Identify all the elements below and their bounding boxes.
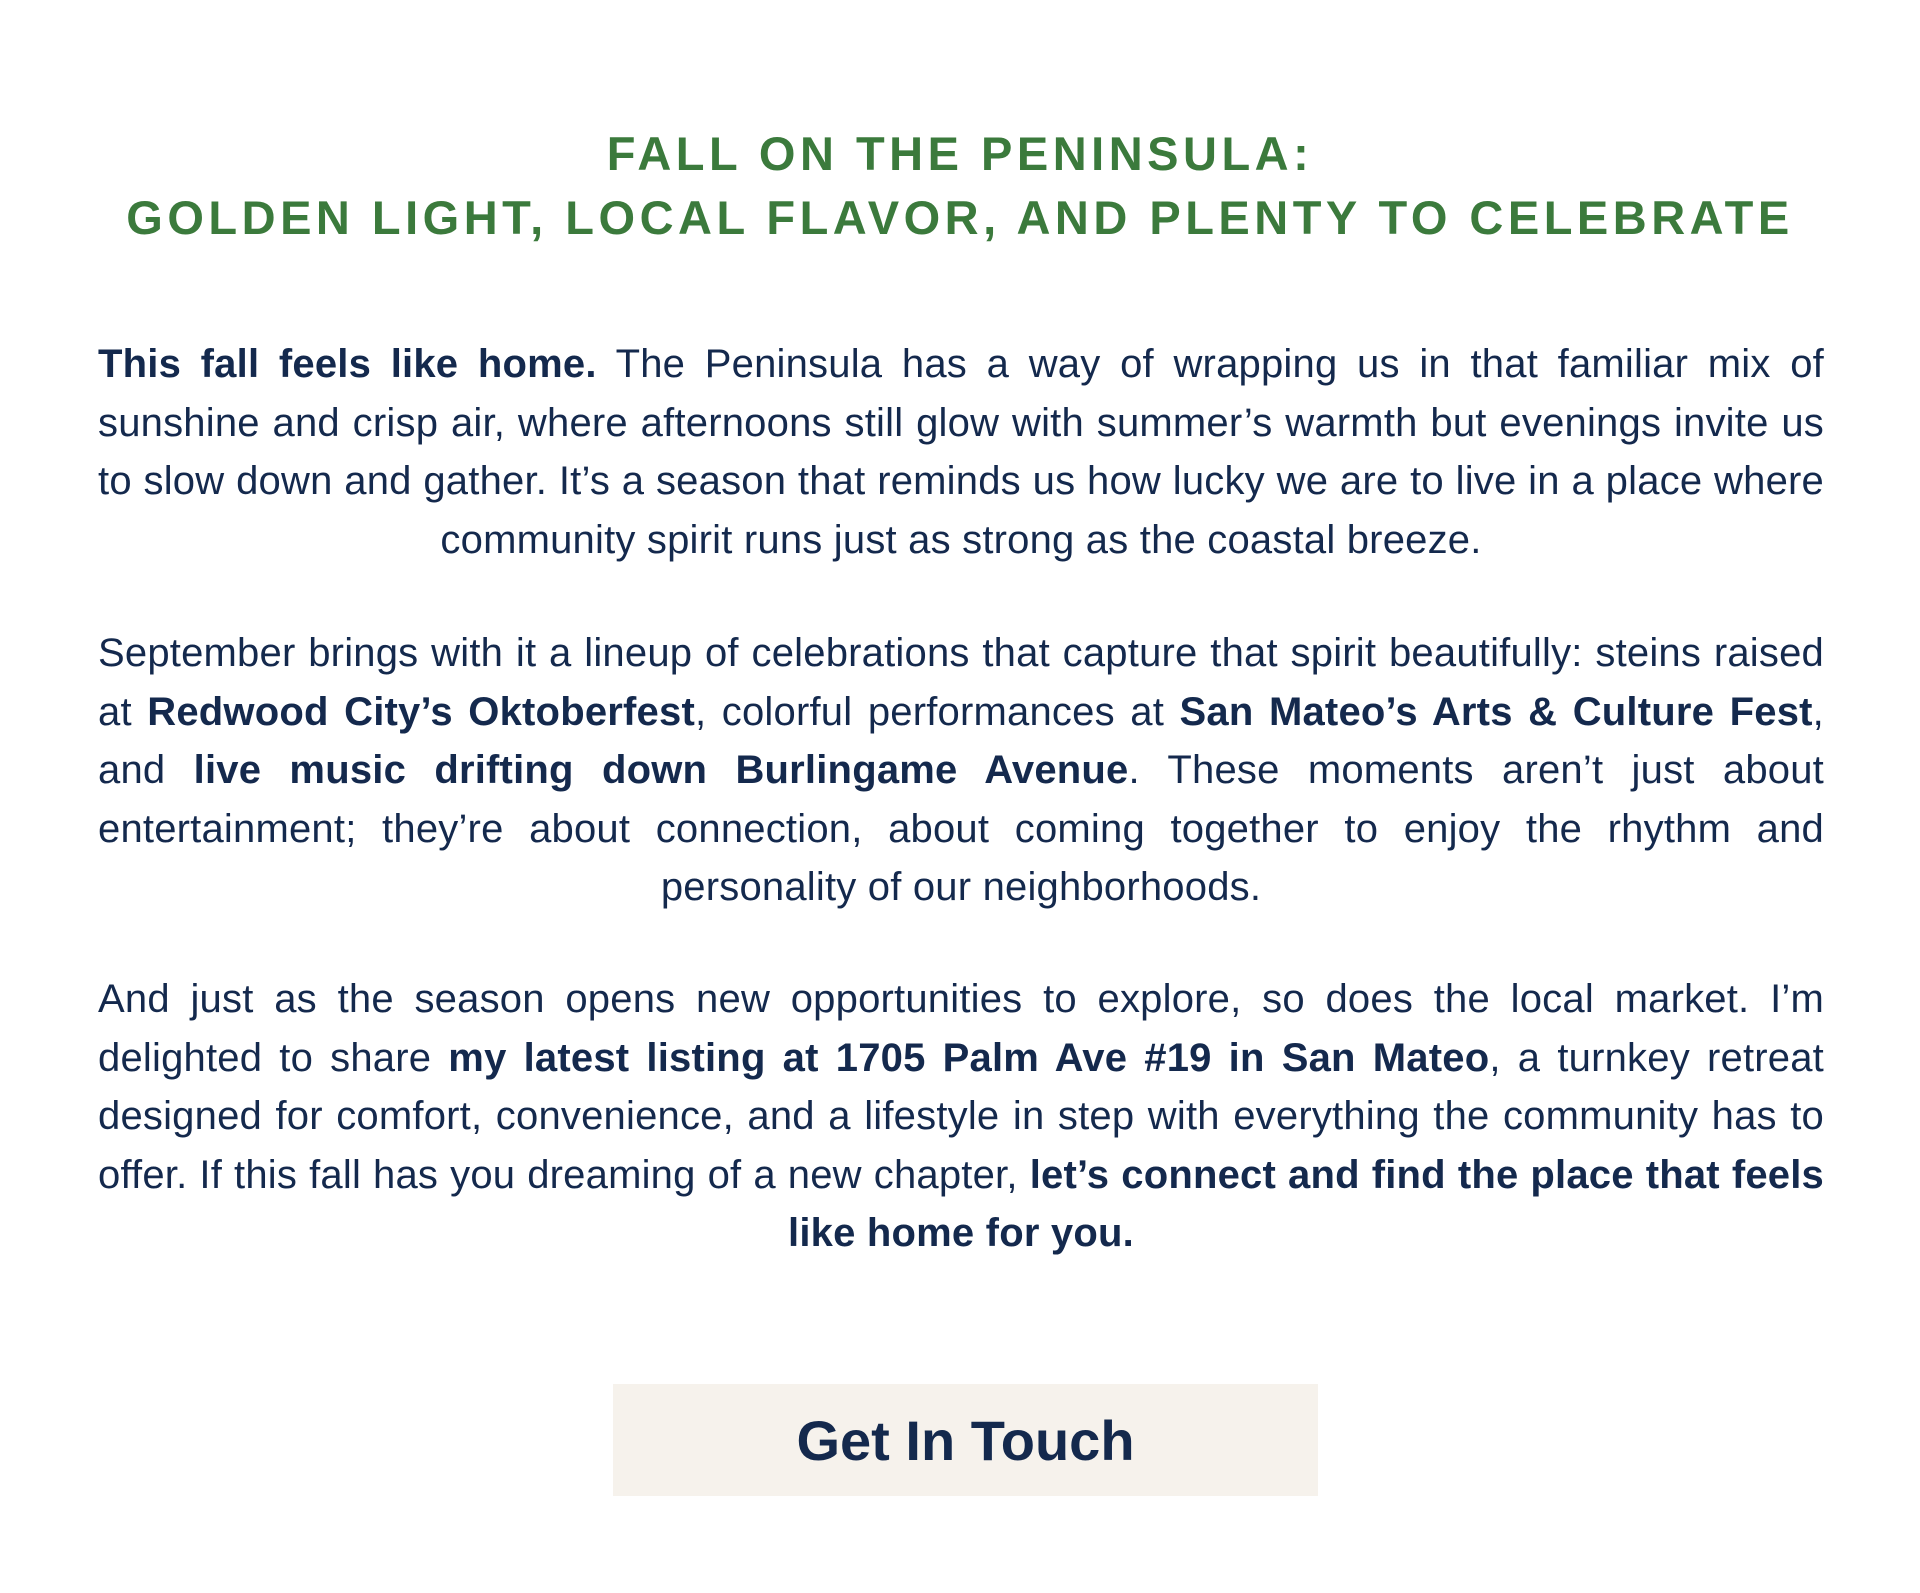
intro-paragraph <box>98 335 1824 569</box>
listing-text-1: And just as the season opens new opportunities to explore, so does the local market. I’m delighted to share <box>98 977 1824 1080</box>
headline-line-1: FALL ON THE PENINSULA: <box>606 127 1314 180</box>
events-text-2: , colorful performances at <box>694 689 1180 734</box>
events-text-3: , and <box>98 689 1824 792</box>
listing-paragraph <box>98 970 1824 1263</box>
events-text-1: September brings with it a lineup of celebrations that capture that spirit beautifully: steins raised at <box>98 631 1824 734</box>
event-burlingame-music: live music drifting down Burlingame Avenue <box>193 748 1129 792</box>
intro-lead-bold: This fall feels like home. <box>98 342 597 386</box>
event-arts-culture-fest: San Mateo’s Arts & Culture Fest <box>1179 689 1813 734</box>
intro-text: The Peninsula has a way of wrapping us in that familiar mix of sunshine and crisp air, where afternoons still glow with summer’s warmth but evenings invite us to slow down and gather. It’s a season that reminds us how lucky we are to live in a place where community spirit runs just as strong as the coastal breeze. <box>98 342 1824 562</box>
section-headline <box>0 122 1920 250</box>
events-text-4: . These moments aren’t just about entertainment; they’re about connection, about coming together to enjoy the rhythm and personality of our neighborhoods. <box>98 748 1824 909</box>
event-oktoberfest: Redwood City’s Oktoberfest <box>147 689 695 734</box>
listing-highlight: my latest listing at 1705 Palm Ave #19 in San Mateo <box>448 1035 1490 1080</box>
connect-highlight: let’s connect and find the place that feels like home for you. <box>788 1152 1824 1255</box>
headline-line-2: GOLDEN LIGHT, LOCAL FLAVOR, AND PLENTY TO CELEBRATE <box>126 191 1794 244</box>
events-paragraph <box>98 624 1824 917</box>
listing-text-2: , a turnkey retreat designed for comfort, convenience, and a lifestyle in step with everything the community has to offer. If this fall has you dreaming of a new chapter, <box>98 1035 1824 1197</box>
get-in-touch-button[interactable]: Get In Touch <box>613 1384 1318 1496</box>
